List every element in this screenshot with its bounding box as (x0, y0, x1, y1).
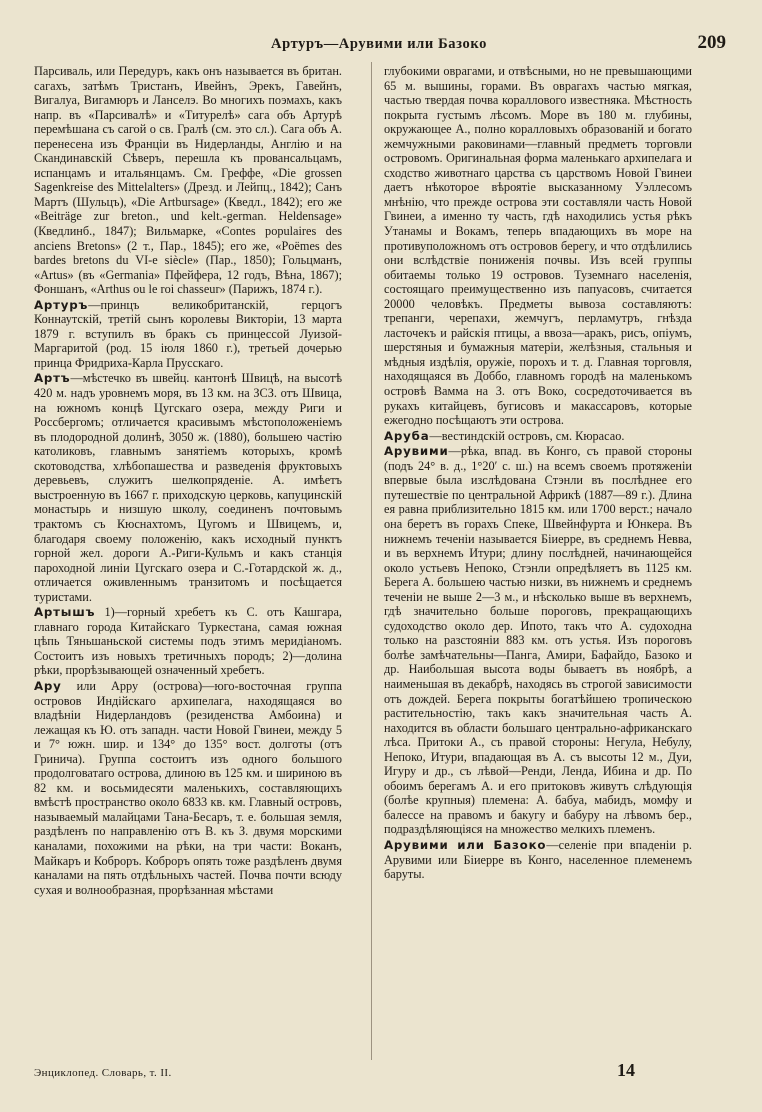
entry-arthur (34, 298, 342, 371)
signature-mark: 14 (617, 1060, 635, 1080)
column-divider (371, 62, 372, 1060)
entry-text: —принцъ великобританскій, герцогъ Коннаутскій, третій сынъ королевы Викторіи, 13 марта 1879 г. вступилъ въ бракъ съ принцессой Луизой-Маргаритой (род. 15 іюля 1860 г.), третьей дочерью принца Фридриха-Карла Прусскаго. (34, 297, 342, 370)
entry-text: —вестиндскій островъ, см. Кюрасао. (429, 428, 625, 443)
page-header (32, 34, 726, 58)
page-number: 209 (697, 32, 726, 53)
entry-term: Артъ (34, 371, 71, 386)
entry-term: Артуръ (34, 297, 89, 312)
running-title: Артуръ—Арувими или Базоко (271, 36, 487, 52)
entry-art (34, 371, 342, 604)
entry-text: 1)—горный хребетъ къ С. отъ Кашгара, главнаго города Китайскаго Туркестана, самая южная цѣпь Тяньшаньской системы подъ этимъ меридіаномъ. Состоитъ изъ новыхъ третичныхъ породъ; 2)—долина рѣки, прорѣзывающей означенный хребетъ. (34, 605, 342, 678)
entry-term: Арувими или Базоко (384, 837, 547, 852)
entry-aruwimi (384, 444, 692, 837)
volume-note: Энциклопед. Словарь, т. II. (34, 1067, 172, 1079)
entry-text: или Арру (острова)—юго-восточная группа островов Индійскаго архипелага, находящаяся во владѣніи Нидерландовъ (резиденства Амбоина) и лежащая къ Ю. отъ западн. части Новой Гвинеи, между 5 и 7° южн. шир. и 134° до 135° вост. долготы (отъ Гринича). Группа состоитъ изъ одного большого продолговатаго острова, длиною въ 125 км. и шириною въ 82 км. и восьмидесяти маленькихъ, составляющихъ вмѣстѣ пространство около 6833 кв. км. Главный островъ, называемый малайцами Тана-Бесаръ, т. е. большая земля, раздѣленъ по направленію отъ В. къ З. двумя морскими каналами, похожими на рѣки, на три части: Воканъ, Майкаръ и Коброръ. Коброръ опять тоже раздѣленъ двумя каналами на пять отдѣльныхъ частей. Почва почти всюду сухая и волнообразная, прорѣзанная мѣстами (34, 678, 342, 897)
left-continuation-text: Парсиваль, или Передуръ, какъ онъ называется въ британ. сагахъ, затѣмъ Тристанъ, Ивейнъ, Эрекъ, Гавейнъ, Вигалуа, Вигамюръ и Ланселэ. Во многихъ поэмахъ, какъ напр. въ «Парсивалѣ» и «Титурелѣ» сага объ Артурѣ перемѣшана съ сагой о св. Гралѣ (см. это сл.). Сага объ А. перенесена изъ Франціи въ Нидерланды, Англію и на Скандинавскій Сѣверъ, перешла къ провансальцамъ, испанцамъ и итальянцамъ. См. Греффе, «Die grossen Sagenkreise des Mittelalters» (Дрезд. и Лейпц., 1842); Санъ Мартъ (Шульцъ), «Die Artbursage» (Кведл., 1842); его же «Beiträge zur breton., und kelt.-german. Heldensage» (Кведлинб., 1847); Вильмарке, «Contes populaires des anciens Bretons» (2 т., Пар., 1845); его же, «Poëmes des bardes bretons du VI-e siècle» (Пар., 1850); Гольцманъ, «Artus» (въ «Germania» Пфейфера, 12 годъ, Вѣна, 1867); Фоншанъ, «Arthus ou le roi chasseur» (Парижъ, 1874 г.). (34, 64, 342, 297)
entry-term: Арувими (384, 444, 449, 459)
entry-text: —рѣка, впад. въ Конго, съ правой стороны (подъ 24° в. д., 1°20′ с. ш.) на всемъ своемъ протяженіи впервые была изслѣдована Стэнли въ послѣднее его путешествіе по центральной Африкѣ (1887—89 г.). Длина ея равна приблизительно 1815 км. или 1700 верст.; начало она беретъ въ горахъ Спеке, Швейнфурта и Юнкера. Въ нижнемъ теченіи называется Біиерре, въ среднемъ Невва, и въ верхнемъ Итури; длину послѣдней, начинающейся около устьевъ Непоко, Стэнли опредѣляетъ въ 1125 км. Берега А. большею частью низки, въ нижнемъ и среднемъ теченіи не выше 2—3 м., и нѣсколько выше въ верхнемъ, гдѣ значительно больше пороговъ, прекращающихъ судоходство около дер. Ипото, такъ что А. судоходна только на разстояніи 883 км. отъ устья. Изъ пороговъ болѣе замѣчательны—Панга, Амири, Бафайдо, Базоко и др. Наибольшая высота воды бываетъ въ ноябрѣ, а наименьшая въ декабрѣ, находясь въ строгой зависимости отъ дождей. Берега покрыты богатѣйшею тропическою растительностію, такъ какъ значительная часть А. находится въ области большаго центрально-африканскаго лѣса. Притоки А., съ правой стороны: Негула, Небулу, Непоко, Итури, впадающая въ А. съ высоты 12 м., Дуи, Игуру и др., съ лѣвой—Ренди, Ленда, Ибина и др. По обоимъ берегамъ А. и его притоковъ живутъ слѣдующія (болѣе крупныя) племена: А. бабуа, мабидъ, момфу и балессе на правомъ и бакугу и бабуру на лѣвомъ бер., подраздѣляющіяся на множество мелкихъ племенъ. (384, 444, 692, 837)
entry-text: —селеніе при впаденіи р. Арувими или Біиерре въ Конго, населенное племенемъ баруты. (384, 837, 692, 882)
entry-aru (34, 679, 342, 897)
left-column (34, 64, 342, 1064)
entry-aruba (384, 429, 692, 444)
page-footer (34, 1060, 726, 1089)
entry-term: Аруба (384, 428, 430, 443)
entry-aruwimi-bazoko (384, 838, 692, 882)
entry-term: Ару (34, 678, 62, 693)
right-continuation-text: глубокими оврагами, и отвѣсными, но не превышающими 65 м. вышины, горами. Въ оврагахъ частью мягкая, частью твердая почва кораллового известняка. Мѣстность покрыта густымъ лѣсомъ. Море въ 180 м. глубины, окружающее А., полно коралловыхъ образованій и богато жемчужными раковинами—главный предметъ торговли островомъ. Оригинальная форма маленькаго архипелага и сходство животнаго царства съ царствомъ Новой Гвинеи даетъ нѣкоторое вѣроятіе высказанному Уэллесомъ мнѣнію, что прежде острова эти составляли часть Новой Гвинеи, а именно ту часть, гдѣ находились устья рѣкъ Утанамы и Вокамъ, теперь впадающихъ въ море на противуположномъ отъ островов берегу, и что отдѣлились они вслѣдствіе пониженія почвы. Изъ всей группы обитаемы только 19 островов. Туземнаго населенія, состоящаго преимущественно изъ папуасовъ, считается 20000 человѣкъ. Предметы вывоза составляютъ: трепанги, черепахи, жемчугъ, перламутръ, гнѣзда ласточекъ и райскія птицы, а ввоза—аракъ, рисъ, опіумъ, шерстяныя и бумажныя матеріи, желѣзныя, стальныя и мѣдныя издѣлія, оружіе, порохъ и т. д. Главная торговля, находящаяся въ Доббо, главномъ городѣ на маленькомъ островѣ Вамма на З. отъ Воко, сосредоточивается въ рукахъ китайцевъ, бугисовъ и макассаровъ, которые ежегодно посѣщаютъ эти острова. (384, 64, 692, 428)
entry-artysh (34, 605, 342, 678)
right-column (384, 64, 692, 1064)
entry-text: —мѣстечко въ швейц. кантонѣ Швицѣ, на высотѣ 420 м. надъ уровнемъ моря, въ 13 км. на ЗСЗ. отъ Швица, на южномъ концѣ Цугскаго озера, между Риги и Россбергомъ; отличается красивымъ мѣстоположеніемъ въ плодородной долинѣ, 3050 ж. (1880), большею частію католиковъ, главнымъ занятіемъ которыхъ, кромѣ скотоводства, хлѣбопашества и разведенія фруктовыхъ деревьевъ, служитъ шелкопряденіе. А. имѣетъ выстроенную въ 1667 г. приходскую церковь, капуцинскій монастырь и низшую школу, соединенъ почтовымъ трактомъ съ Кюснахтомъ, Цугомъ и Швицемъ, и, благодаря своему положенію, какъ исходный пунктъ горной жел. дороги А.-Риги-Кульмъ и какъ станція пароходной линіи Цугскаго озера и С.-Готардской ж. д., отличается оживленнымъ транзитомъ и посѣщается туристами. (34, 371, 342, 604)
entry-term: Артышъ (34, 605, 96, 620)
